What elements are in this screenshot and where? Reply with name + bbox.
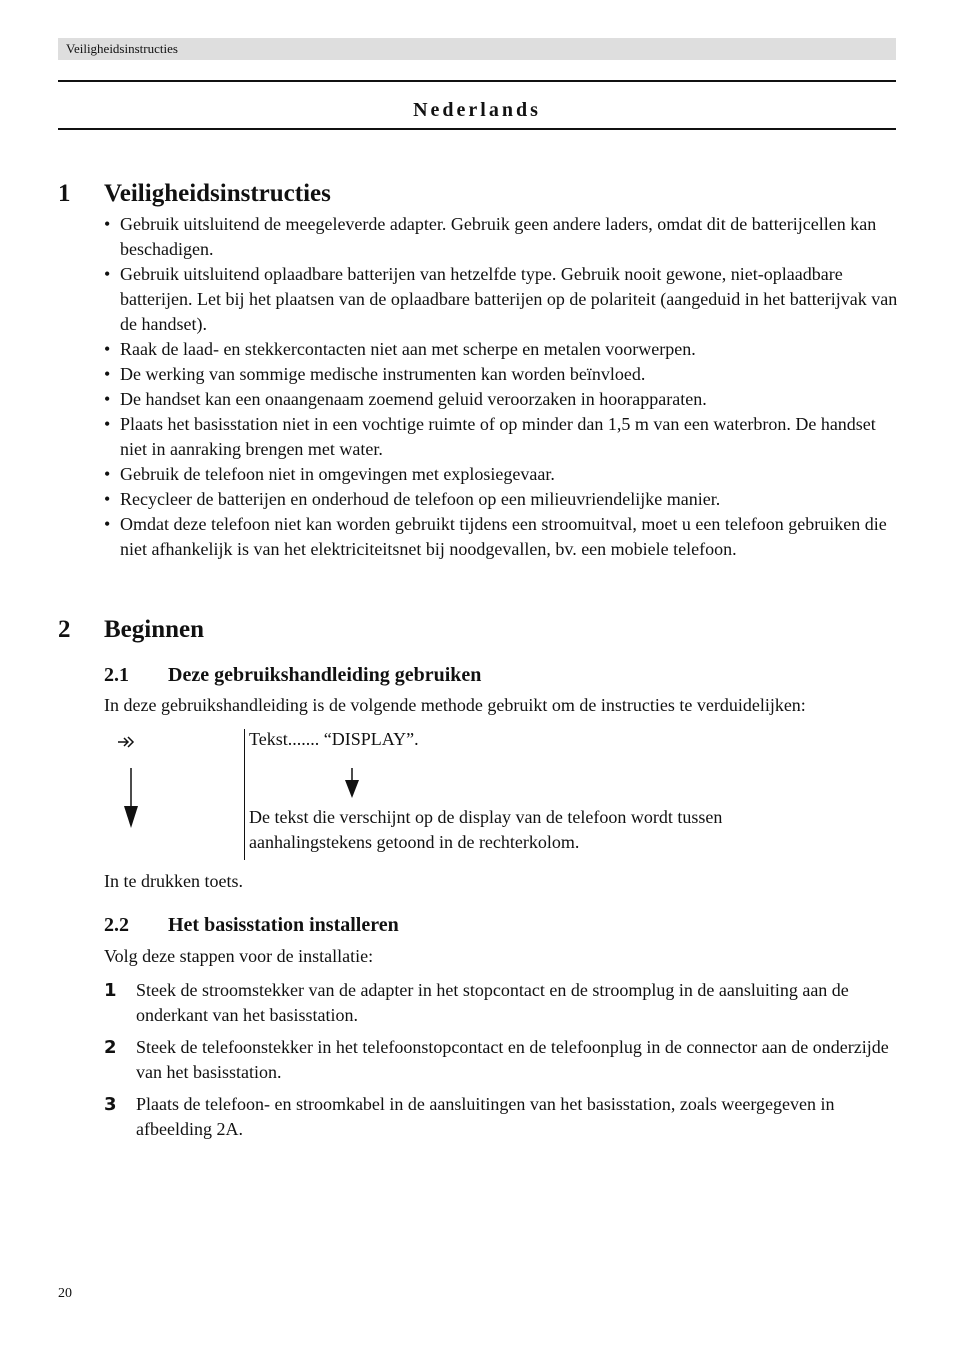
step-text: Steek de stroomstekker van de adapter in het stopcontact en de stroomplug in de aansluiting aan de onderkant van het basisstation. — [136, 980, 849, 1025]
step-text: Steek de telefoonstekker in het telefoonstopcontact en de telefoonplug in de connector aan de onderzijde van het basisstation. — [136, 1037, 889, 1082]
running-header-label: Veiligheidsinstructies — [66, 41, 178, 56]
step-number: 1 — [104, 980, 117, 1001]
bullet-item: • Recycleer de batterijen en onderhoud de telefoon op een milieuvriendelijke manier. — [104, 487, 904, 512]
bullet-item: • Plaats het basisstation niet in een vochtige ruimte of op minder dan 1,5 m van een waterbron. De handset niet in aanraking brengen met water. — [104, 412, 904, 462]
language-heading: Nederlands — [413, 99, 541, 121]
top-rule — [58, 80, 896, 82]
subsection-2-2-number: 2.2 — [104, 914, 129, 936]
display-explanation: De tekst die verschijnt op de display van de telefoon wordt tussen aanhalingstekens getoond in de rechterkolom. — [249, 807, 723, 852]
step-number: 2 — [104, 1037, 117, 1058]
subsection-2-1-heading — [104, 662, 481, 688]
page-number: 20 — [58, 1286, 72, 1301]
subsection-2-2-heading — [104, 912, 399, 938]
key-explanation: In te drukken toets. — [104, 871, 243, 891]
bullet-item: • Gebruik uitsluitend oplaadbare batterijen van hetzelfde type. Gebruik nooit gewone, niet-oplaadbare batterijen. Let bij het plaatsen van de oplaadbare batterijen op de polariteit (aangeduid in het batterijvak van de handset). — [104, 262, 904, 337]
subsection-2-1-intro: In deze gebruikshandleiding is de volgende methode gebruikt om de instructies te verduidelijken: — [104, 695, 806, 715]
subsection-2-1-title: Deze gebruikshandleiding gebruiken — [168, 664, 482, 686]
section-2-title: Beginnen — [104, 616, 205, 643]
subsection-2-2-intro: Volg deze stappen voor de installatie: — [104, 946, 374, 966]
bullet-item: • De werking van sommige medische instrumenten kan worden beïnvloed. — [104, 362, 904, 387]
section-1-title: Veiligheidsinstructies — [104, 180, 331, 207]
key-press-icon — [116, 734, 136, 750]
subsection-2-2-title: Het basisstation installeren — [168, 914, 399, 936]
bullet-item: • Omdat deze telefoon niet kan worden gebruikt tijdens een stroomuitval, moet u een telefoon gebruiken die niet afhankelijk is van het elektriciteitsnet bij noodgevallen, bv. een mobiele telefoon. — [104, 512, 904, 562]
column-divider — [244, 729, 245, 860]
step-item — [104, 978, 896, 1028]
bullet-item: • Raak de laad- en stekkercontacten niet aan met scherpe en metalen voorwerpen. — [104, 337, 904, 362]
bullet-item: • Gebruik uitsluitend de meegeleverde adapter. Gebruik geen andere laders, omdat dit de batterijcellen kan beschadigen. — [104, 212, 904, 262]
bullet-item: • Gebruik de telefoon niet in omgevingen met explosiegevaar. — [104, 462, 904, 487]
language-rule — [58, 128, 896, 130]
step-item — [104, 1035, 896, 1085]
step-item — [104, 1092, 896, 1142]
section-2-heading — [58, 615, 204, 645]
safety-bullet-list — [104, 212, 904, 562]
step-text: Plaats de telefoon- en stroomkabel in de aansluitingen van het basisstation, zoals weergegeven in afbeelding 2A. — [136, 1094, 835, 1139]
arrow-down-icon — [344, 768, 360, 800]
installation-steps — [104, 978, 896, 1149]
running-header — [58, 38, 896, 60]
section-2-number: 2 — [58, 616, 71, 643]
display-example-text: Tekst....... “DISPLAY”. — [249, 729, 419, 749]
bullet-item: • De handset kan een onaangenaam zoemend geluid veroorzaken in hoorapparaten. — [104, 387, 904, 412]
arrow-down-icon — [123, 768, 139, 830]
section-1-number: 1 — [58, 180, 71, 207]
step-number: 3 — [104, 1094, 117, 1115]
section-1-heading — [58, 179, 331, 209]
subsection-2-1-number: 2.1 — [104, 664, 129, 686]
